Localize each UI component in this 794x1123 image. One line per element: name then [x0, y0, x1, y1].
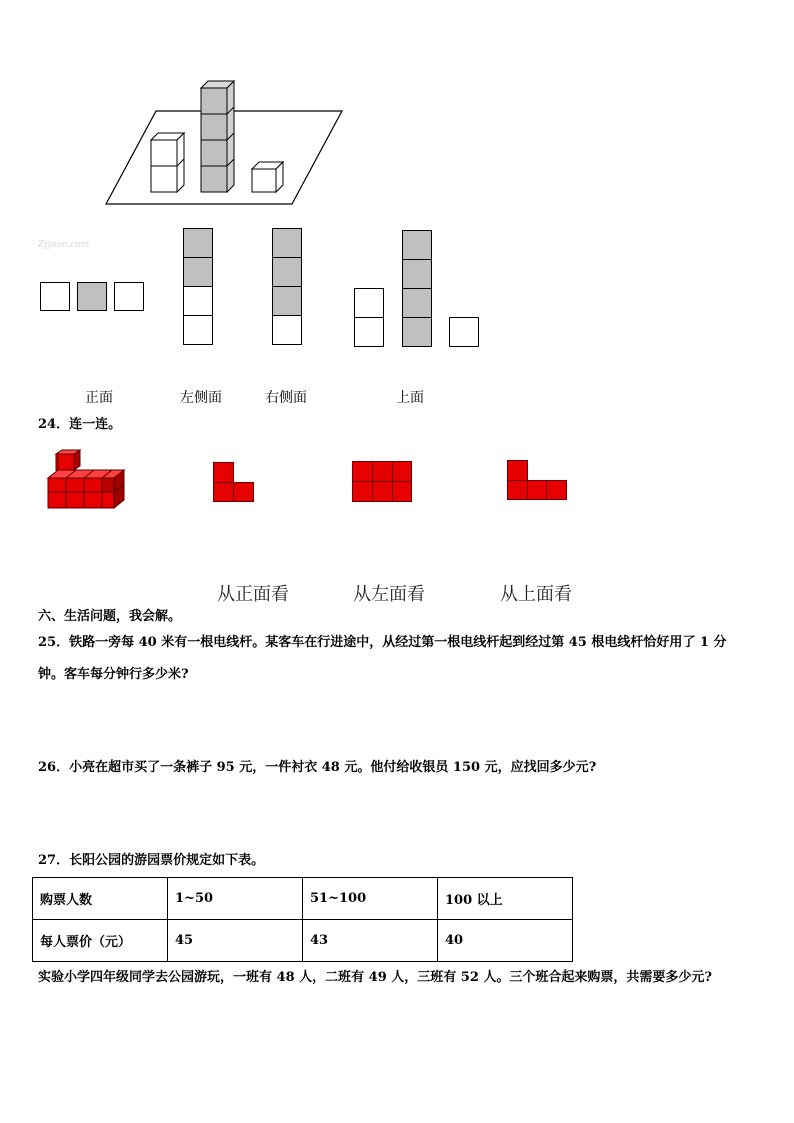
table-row [33, 878, 573, 920]
label-right-side: 右侧面 [265, 390, 307, 406]
table-cell: 51~100 [303, 878, 438, 920]
table-cell: 1~50 [168, 878, 303, 920]
tall-cube-stack [201, 81, 234, 192]
label-from-front: 从正面看 [217, 584, 289, 605]
section-6-title: 六、生活问题，我会解。 [38, 609, 182, 624]
table-cell: 每人票价（元） [33, 920, 168, 962]
table-cell: 45 [168, 920, 303, 962]
cube-arrangement-figure [100, 80, 350, 210]
table-cell: 100 以上 [438, 878, 573, 920]
watermark: Zjysoo.com [38, 240, 90, 250]
table-row [33, 920, 573, 962]
label-from-left: 从左面看 [353, 584, 425, 605]
q27-title: 27．长阳公园的游园票价规定如下表。 [38, 853, 265, 868]
q25-line2: 钟。客车每分钟行多少米? [38, 667, 189, 682]
q24-title: 24．连一连。 [38, 417, 122, 432]
label-left-side: 左侧面 [180, 390, 222, 406]
table-cell: 40 [438, 920, 573, 962]
q27-question: 实验小学四年级同学去公园游玩，一班有 48 人，二班有 49 人，三班有 52 人。三个班合起来购票，共需要多少元? [38, 970, 713, 985]
ticket-price-table [32, 877, 573, 962]
red-solid-figure [44, 448, 128, 510]
label-front: 正面 [85, 390, 113, 406]
left-cube-stack [151, 133, 184, 192]
label-top: 上面 [396, 390, 424, 406]
q25-line1: 25．铁路一旁每 40 米有一根电线杆。某客车在行进途中，从经过第一根电线杆起到经过第 45 根电线杆恰好用了 1 分 [38, 635, 727, 650]
single-cube [252, 162, 283, 192]
table-cell: 43 [303, 920, 438, 962]
label-from-top: 从上面看 [500, 584, 572, 605]
table-cell: 购票人数 [33, 878, 168, 920]
q26-text: 26．小亮在超市买了一条裤子 95 元，一件衬衣 48 元。他付给收银员 150 元，应找回多少元? [38, 760, 597, 775]
